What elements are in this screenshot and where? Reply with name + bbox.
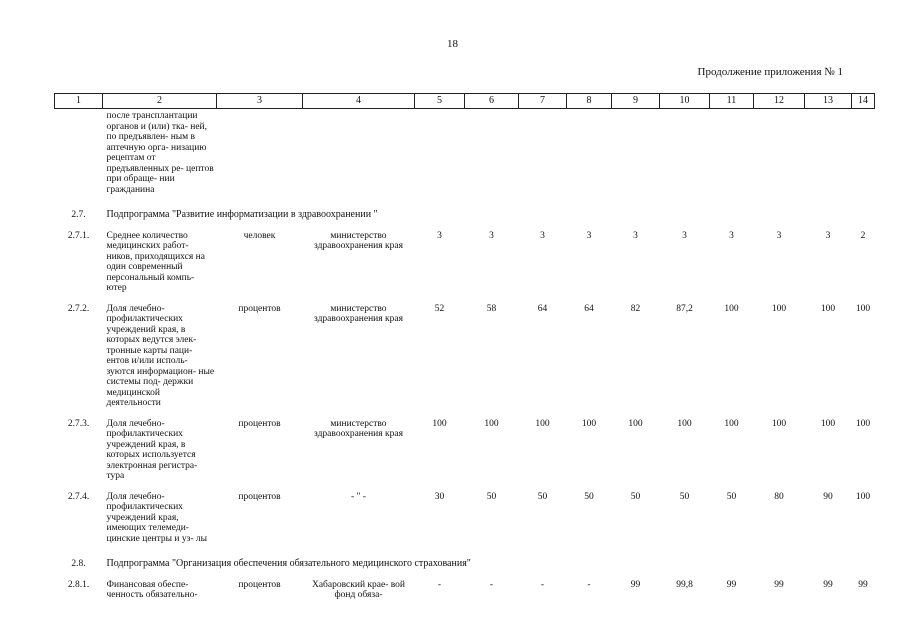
column-header: 14	[852, 94, 875, 109]
indicator-value: 3	[682, 230, 687, 241]
indicator-value: 100	[677, 418, 692, 429]
indicator-value: 99	[630, 579, 641, 590]
indicator-executor: - " -	[351, 491, 366, 502]
indicator-value: 50	[584, 491, 594, 502]
indicator-value: 50	[630, 491, 641, 502]
indicator-value: 100	[628, 418, 643, 429]
indicator-value: 30	[434, 491, 445, 502]
indicator-value: 90	[823, 491, 833, 502]
indicator-value: 99	[726, 579, 737, 590]
indicator-executor: министерство здравоохранения края	[314, 418, 403, 439]
subprogram-title: Подпрограмма "Организация обеспечения обязательного медицинского страхования"	[106, 558, 471, 569]
column-header: 4	[303, 94, 415, 109]
indicator-unit: процентов	[238, 491, 281, 502]
indicator-value: 50	[679, 491, 690, 502]
indicator-unit: процентов	[238, 418, 281, 429]
indicator-unit: процентов	[238, 579, 281, 590]
column-header: 12	[754, 94, 805, 109]
indicator-code: 2.8.1.	[67, 579, 90, 590]
subprogram-row	[55, 550, 875, 576]
column-header: 9	[612, 94, 660, 109]
indicator-name: Доля лечебно- профилактических учреждений края, имеющих телемеди- цинские центры и уз- лы	[106, 491, 208, 544]
indicator-executor: министерство здравоохранения края	[314, 303, 403, 324]
indicator-value: 99	[774, 579, 784, 590]
indicator-value: 50	[486, 491, 497, 502]
indicator-value: -	[489, 579, 494, 590]
column-header: 10	[660, 94, 710, 109]
indicator-value: 64	[537, 303, 548, 314]
continued-indicator-text: после трансплантации органов и (или) тка- ней, по предъявлен- ным в аптечную орга- низацию рецептам от предъявленных ре- цептов при обраще- нии гражданина	[106, 111, 214, 195]
indicator-value: 100	[432, 418, 447, 429]
indicator-unit: человек	[243, 230, 276, 241]
indicator-unit: процентов	[238, 303, 281, 314]
indicator-code: 2.7.3.	[67, 418, 90, 429]
indicator-value: 100	[581, 418, 597, 429]
indicator-name: Доля лечебно- профилактических учреждений края, в которых ведутся элек- тронные карты паци- ентов и/или исполь- зуются информацион- ные системы под- держки медицинской деятельности	[106, 303, 215, 408]
indicator-code: 2.7.2.	[67, 303, 90, 314]
indicator-value: 100	[855, 303, 871, 314]
indicator-value: 100	[820, 303, 836, 314]
indicator-value: 64	[584, 303, 594, 314]
column-number-header	[55, 94, 875, 109]
subprogram-code: 2.8.	[71, 559, 86, 569]
indicator-value: 100	[855, 491, 871, 502]
column-header: 1	[55, 94, 103, 109]
indicator-value: 99	[858, 579, 868, 590]
indicator-value: 52	[434, 303, 445, 314]
continuation-label: Продолжение приложения № 1	[697, 66, 843, 78]
indicator-value: 2	[860, 230, 866, 241]
column-header: 2	[103, 94, 217, 109]
indicator-value: 99,8	[676, 579, 693, 590]
indicator-code: 2.7.4.	[67, 491, 90, 502]
indicator-row	[55, 488, 875, 551]
indicator-value: 3	[586, 230, 592, 241]
indicator-value: -	[587, 579, 591, 590]
indicator-value: 3	[729, 230, 734, 241]
indicator-code: 2.7.1.	[67, 230, 90, 241]
indicator-row	[55, 415, 875, 488]
indicator-row	[55, 300, 875, 415]
indicator-value: 100	[724, 303, 739, 314]
indicator-value: 100	[535, 418, 550, 429]
subprogram-row	[55, 201, 875, 227]
indicator-value: 99	[823, 579, 833, 590]
column-header: 5	[415, 94, 465, 109]
indicator-name: Доля лечебно- профилактических учреждений края, в которых используется электронная регистра- тура	[106, 418, 198, 481]
indicator-value: 3	[776, 230, 782, 241]
subprogram-code: 2.7.	[71, 210, 86, 220]
indicator-value: 82	[630, 303, 641, 314]
page-number: 18	[447, 38, 458, 50]
indicator-value: 50	[537, 491, 548, 502]
indicator-executor: министерство здравоохранения края	[314, 230, 403, 251]
indicator-value: 3	[437, 230, 442, 241]
indicator-value: 100	[855, 418, 871, 429]
indicator-row	[55, 227, 875, 300]
indicator-value: 100	[771, 418, 787, 429]
indicator-value: 100	[724, 418, 739, 429]
indicator-value: -	[540, 579, 545, 590]
indicator-value: 50	[726, 491, 737, 502]
indicator-value: 100	[771, 303, 787, 314]
indicator-value: 3	[489, 230, 494, 241]
indicator-value: 3	[825, 230, 831, 241]
column-header: 3	[217, 94, 303, 109]
column-header: 7	[519, 94, 567, 109]
indicator-value: 100	[484, 418, 499, 429]
subprogram-title: Подпрограмма "Развитие информатизации в здравоохранении "	[106, 209, 378, 220]
column-header: 8	[567, 94, 612, 109]
indicator-name: Финансовая обеспе- ченность обязательно-	[106, 579, 198, 600]
indicator-name: Среднее количество медицинских работ- ников, приходящихся на один современный персональный компь- ютер	[106, 230, 205, 293]
column-header: 13	[805, 94, 852, 109]
column-header: 11	[710, 94, 754, 109]
indicator-value: 100	[820, 418, 836, 429]
continued-row	[55, 109, 875, 202]
indicator-row	[55, 576, 875, 607]
indicator-value: 58	[486, 303, 497, 314]
indicator-value: 87,2	[676, 303, 693, 314]
indicator-value: 3	[540, 230, 545, 241]
column-header: 6	[465, 94, 519, 109]
indicator-value: 3	[633, 230, 638, 241]
indicator-value: -	[437, 579, 442, 590]
indicators-table	[54, 93, 875, 607]
indicator-executor: Хабаровский крае- вой фонд обяза-	[311, 579, 406, 600]
indicator-value: 80	[774, 491, 784, 502]
